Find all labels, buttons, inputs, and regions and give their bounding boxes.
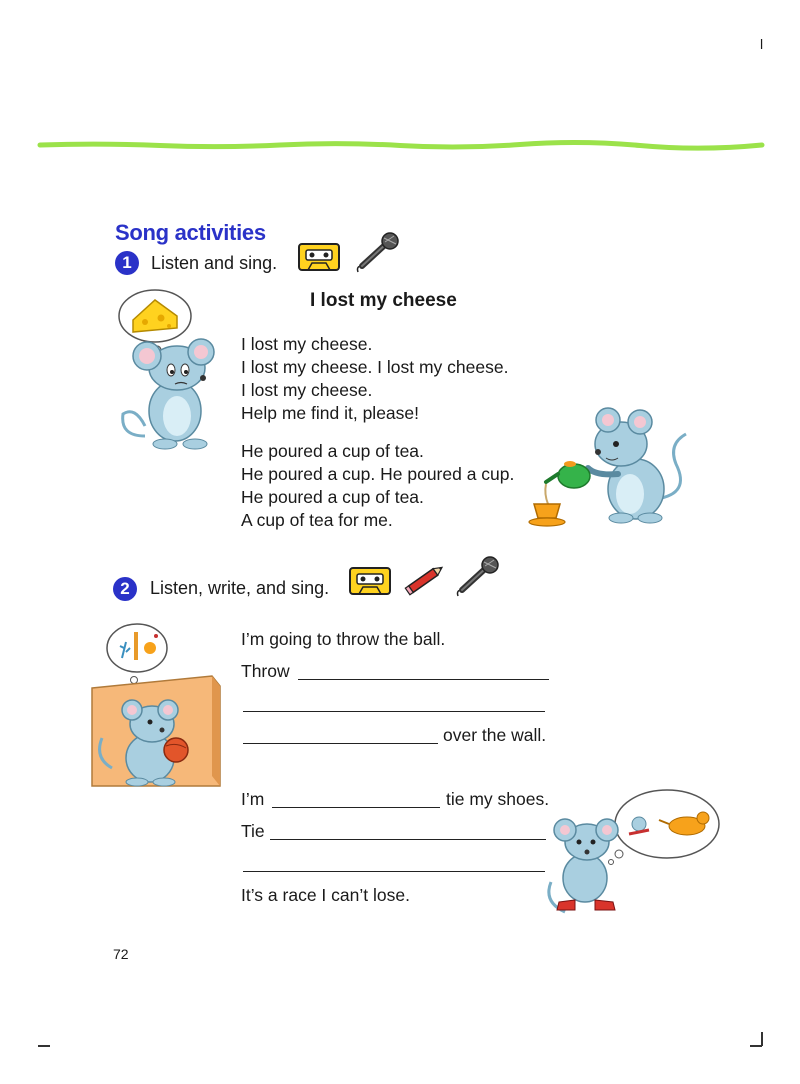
verse-1-line-3: I lost my cheese. bbox=[241, 380, 373, 400]
section-title: Song activities bbox=[115, 220, 266, 245]
blank-line-3[interactable] bbox=[243, 711, 545, 712]
verse-2-line-3: He poured a cup of tea. bbox=[241, 487, 424, 507]
verse-1-line-1: I lost my cheese. bbox=[241, 334, 373, 354]
pencil-icon bbox=[402, 563, 446, 597]
crop-mark-top-right: l bbox=[760, 36, 764, 52]
song-title: I lost my cheese bbox=[310, 290, 457, 311]
activity-2-line-5-suffix: tie my shoes. bbox=[446, 789, 550, 809]
crop-mark-bottom-left bbox=[38, 1045, 50, 1047]
cassette-icon bbox=[349, 567, 391, 595]
blank-line-4[interactable] bbox=[243, 743, 438, 744]
activity-2-number: 2 bbox=[113, 577, 137, 601]
cassette-icon bbox=[298, 243, 340, 271]
activity-2-line-5-prefix: I’m bbox=[241, 789, 265, 809]
verse-2-line-1: He poured a cup of tea. bbox=[241, 441, 424, 461]
microphone-icon bbox=[454, 556, 502, 598]
microphone-icon bbox=[354, 232, 402, 274]
verse-2-line-4: A cup of tea for me. bbox=[241, 510, 393, 530]
activity-2-line-1: I’m going to throw the ball. bbox=[241, 629, 446, 649]
verse-2 bbox=[241, 440, 514, 532]
page-number: 72 bbox=[113, 946, 129, 962]
verse-1-line-2: I lost my cheese. I lost my cheese. bbox=[241, 357, 509, 377]
blank-line-5[interactable] bbox=[272, 807, 440, 808]
blank-line-2[interactable] bbox=[298, 679, 549, 680]
mouse-pouring-tea-illustration bbox=[526, 404, 691, 534]
activity-2-instruction: Listen, write, and sing. bbox=[150, 578, 330, 598]
activity-1-instruction: Listen and sing. bbox=[151, 253, 278, 273]
verse-2-line-2: He poured a cup. He poured a cup. bbox=[241, 464, 515, 484]
activity-1-number: 1 bbox=[115, 251, 139, 275]
verse-1-line-4: Help me find it, please! bbox=[241, 403, 420, 423]
activity-2-line-6-prefix: Tie bbox=[241, 821, 265, 841]
mouse-ball-wall-illustration bbox=[92, 618, 227, 790]
mouse-race-thought-illustration bbox=[535, 772, 725, 922]
blank-line-6[interactable] bbox=[270, 839, 546, 840]
verse-1 bbox=[241, 333, 508, 425]
activity-2-line-2-prefix: Throw bbox=[241, 661, 290, 681]
mouse-thinking-cheese-illustration bbox=[115, 286, 225, 456]
crop-mark-bottom-right-v bbox=[761, 1032, 763, 1046]
green-divider bbox=[40, 142, 762, 148]
activity-2-line-8: It’s a race I can’t lose. bbox=[241, 885, 410, 905]
blank-line-7[interactable] bbox=[243, 871, 545, 872]
activity-2-line-4-suffix: over the wall. bbox=[443, 725, 547, 745]
